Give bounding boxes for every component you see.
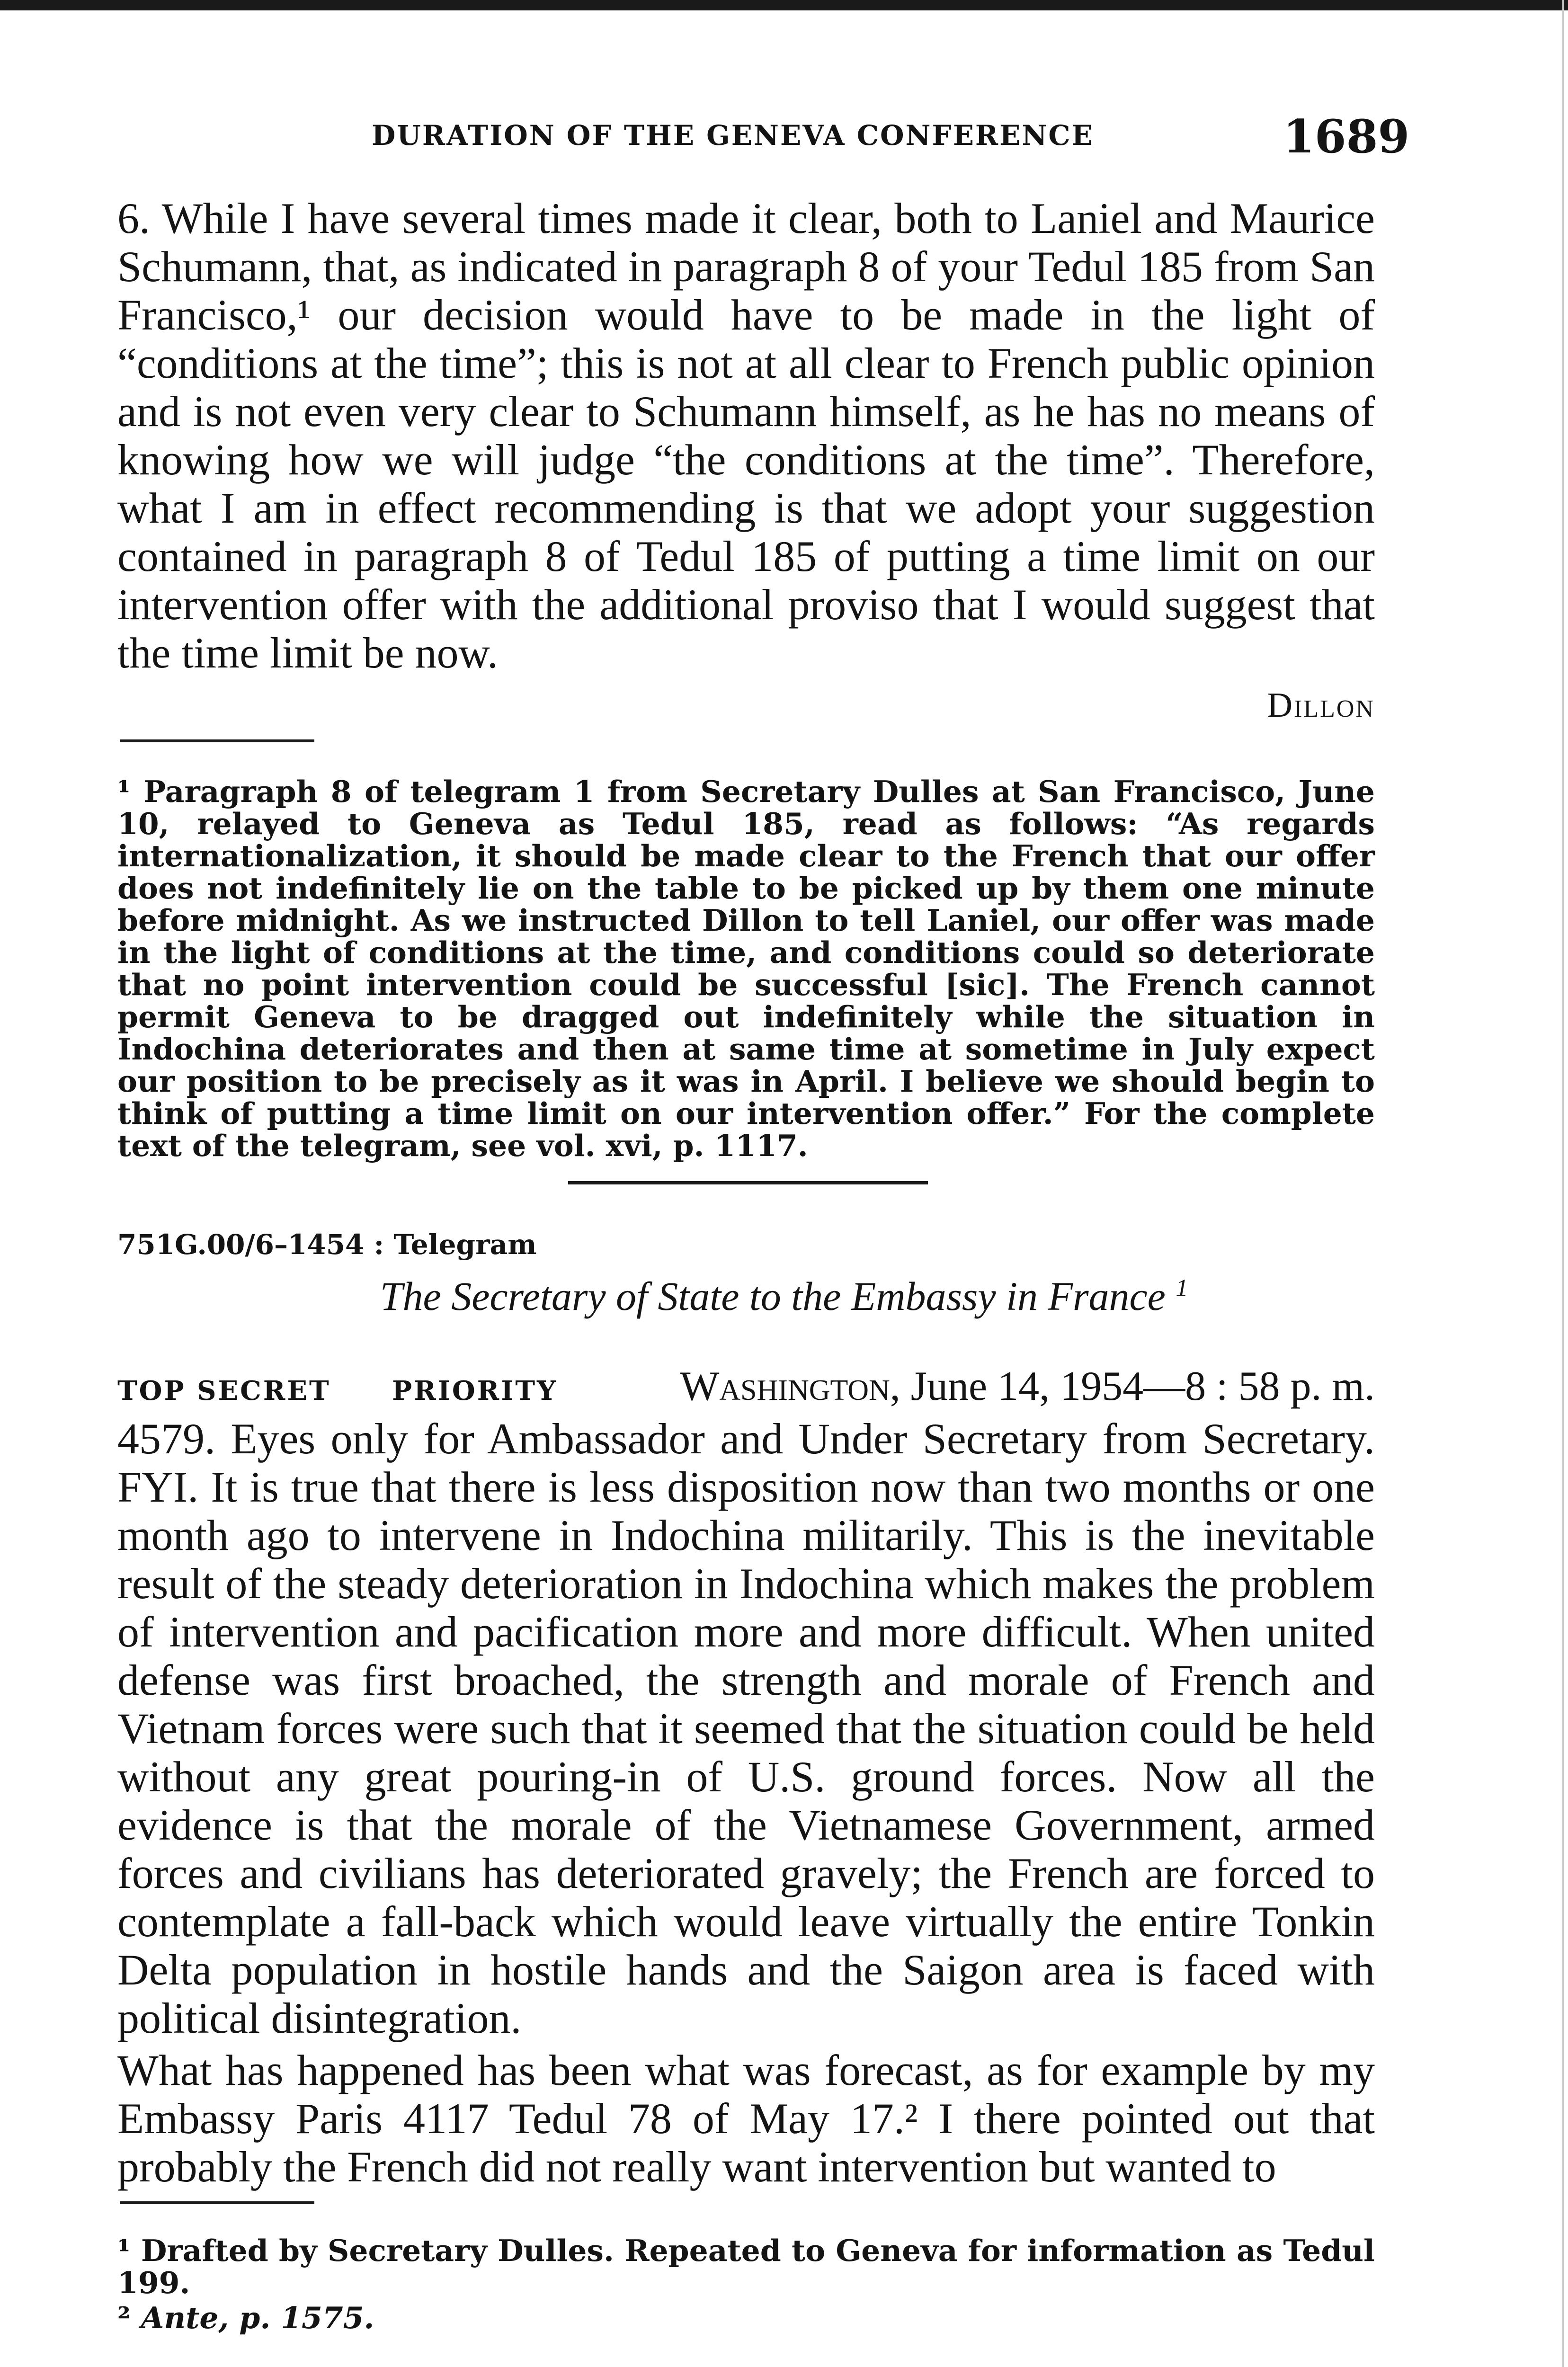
footnote-bottom-2-marker: ² [117,2300,131,2335]
footnote-top: ¹ Paragraph 8 of telegram 1 from Secretary Dulles at San Francisco, June 10, relayed to Geneva as Tedul 185, read as follows: “As regards internationalization, it should be made clear to the French that our offer does not indefinitely lie on the table to be picked up by them one minute before midnight. As we instructed Dillon to tell Laniel, our offer was made in the light of conditions at the time, and conditions could so deteriorate that no point intervention could be successful [sic]. The French cannot permit Geneva to be dragged out indefinitely while the situation in Indochina deteriorates and then at same time at sometime in July expect our position to be precisely as it was in April. I believe we should begin to think of putting a time limit on our intervention offer.” For the complete text of the telegram, see vol. xvi, p. 1117. [117,774,1375,1163]
document-title [0,1272,1568,1320]
document-title-text: The Secretary of State to the Embassy in France [380,1273,1166,1319]
footnote-bottom-1: ¹ Drafted by Secretary Dulles. Repeated to Geneva for information as Tedul 199. [117,2233,1375,2300]
dateline-time: June 14, 1954—8 : 58 p. m. [910,1363,1375,1409]
footnote-separator-bottom [120,2201,314,2204]
footnote-bottom-2-text: Ante, p. 1575. [141,2300,374,2335]
section-divider [568,1181,928,1184]
dateline [680,1362,1375,1410]
footnote-bottom-2 [117,2302,1375,2334]
page-number: 1689 [1283,110,1410,163]
scan-top-edge [0,0,1568,10]
dateline-place: Washington, [680,1363,900,1409]
document-file-number: 751G.00/6–1454 : Telegram [117,1228,537,1261]
classification-label: TOP SECRET [117,1375,331,1406]
document-title-note-marker: 1 [1176,1274,1188,1302]
letter-paragraph-6: 6. While I have several times made it clear, both to Laniel and Maurice Schumann, that, as indicated in paragraph 8 of your Tedul 185 from San Francisco,¹ our decision would have to be made in the light of “conditions at the time”; this is not at all clear to French public opinion and is not even very clear to Schumann himself, as he has no means of knowing how we will judge “the conditions at the time”. Therefore, what I am in effect recommending is that we adopt your suggestion contained in paragraph 8 of Tedul 185 of putting a time limit on our intervention offer with the additional proviso that I would suggest that the time limit be now. [117,194,1375,677]
footnote-separator [120,739,314,742]
precedence-label: PRIORITY [392,1375,558,1406]
scan-right-edge [1562,0,1564,2367]
telegram-paragraph-2: What has happened has been what was forecast, as for example by my Embassy Paris 4117 Tedul 78 of May 17.² I there pointed out that probably the French did not really want intervention but wanted to [117,2046,1375,2191]
running-header-title: DURATION OF THE GENEVA CONFERENCE [372,119,1094,151]
signature-dillon: Dillon [1267,686,1375,725]
telegram-paragraph-1: 4579. Eyes only for Ambassador and Under Secretary from Secretary. FYI. It is true that there is less disposition now than two months or one month ago to intervene in Indochina militarily. This is the inevitable result of the steady deterioration in Indochina which makes the problem of intervention and pacification more and more difficult. When united defense was first broached, the strength and morale of French and Vietnam forces were such that it seemed that the situation could be held without any great pouring-in of U.S. ground forces. Now all the evidence is that the morale of the Vietnamese Government, armed forces and civilians has deteriorated gravely; the French are forced to contemplate a fall-back which would leave virtually the entire Tonkin Delta population in hostile hands and the Saigon area is faced with political disintegration. [117,1415,1375,2042]
